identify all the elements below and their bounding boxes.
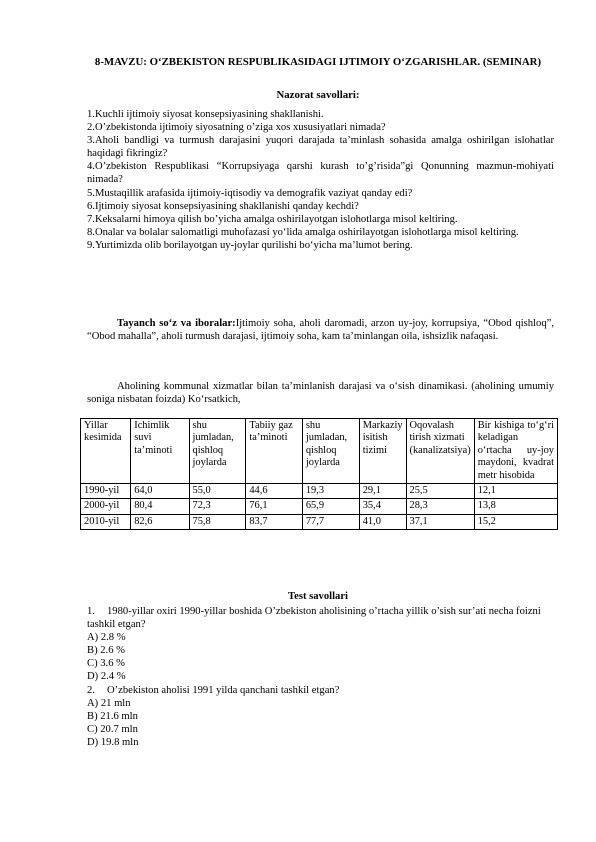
question-item: 3.Aholi bandligi va turmush darajasini yuqori darajada ta’minlash sohasida amalga oshirilgan islohatlar haqidagi fikringiz? — [87, 135, 554, 160]
control-questions-list — [87, 108, 554, 252]
header-cell: Markaziy isitish tizimi — [359, 419, 406, 484]
table-cell: 29,1 — [359, 484, 406, 499]
test-section-title: Test savollari — [288, 591, 348, 602]
test-option: D) 19.8 mln — [87, 736, 139, 748]
keywords-paragraph — [87, 317, 554, 343]
header-cell: Tabiiy gaz ta’minoti — [246, 419, 303, 484]
question-item: 8.Onalar va bolalar salomatligi muhofazasi yo‘lida amalga oshirilayotgan islohotlarga misol keltiring. — [87, 226, 519, 238]
header-cell: shu jumladan, qishloq joylarda — [189, 419, 246, 484]
test-option: B) 2.6 % — [87, 645, 125, 657]
table-cell: 37,1 — [406, 514, 474, 529]
test-question — [87, 684, 554, 697]
test-question — [87, 605, 554, 631]
table-cell: 77,7 — [302, 514, 359, 529]
keywords-label: Tayanch so‘z va iboralar: — [117, 318, 236, 329]
table-cell: 15,2 — [474, 514, 557, 529]
header-cell: Ichimlik suvi ta’minoti — [131, 419, 189, 484]
table-cell: 72,3 — [189, 499, 246, 514]
table-cell: 82,6 — [131, 514, 189, 529]
table-cell: 44,6 — [246, 484, 303, 499]
table-row — [81, 484, 558, 499]
table-cell: 64,0 — [131, 484, 189, 499]
test-option: D) 2.4 % — [87, 671, 126, 683]
test-question-number: 2. — [87, 684, 95, 696]
test-option: A) 2.8 % — [87, 632, 126, 644]
test-questions — [87, 605, 554, 749]
table-cell: 13,8 — [474, 499, 557, 514]
table-cell: 41,0 — [359, 514, 406, 529]
table-cell: 2000-yil — [81, 499, 131, 514]
test-option: A) 21 mln — [87, 697, 131, 709]
test-option: C) 20.7 mln — [87, 723, 138, 735]
table-cell: 1990-yil — [81, 484, 131, 499]
table-row — [81, 499, 558, 514]
table-cell: 55,0 — [189, 484, 246, 499]
question-item: 4.O’zbekiston Respublikasi “Korrupsiyaga qarshi kurash to’g’risida”gi Qonunning mazmun-mohiyati nimada? — [87, 161, 554, 186]
table-cell: 12,1 — [474, 484, 557, 499]
test-question-number: 1. — [87, 606, 95, 617]
table-cell: 76,1 — [246, 499, 303, 514]
question-item: 1.Kuchli ijtimoiy siyosat konsepsiyasining shakllanishi. — [87, 109, 324, 120]
test-question-text: O’zbekiston aholisi 1991 yilda qanchani tashkil etgan? — [107, 684, 340, 696]
table-header-row — [81, 419, 558, 484]
table-cell: 19,3 — [302, 484, 359, 499]
table-cell: 80,4 — [131, 499, 189, 514]
question-item: 5.Mustaqillik arafasida ijtimoiy-iqtisodiy va demografik vaziyat qanday edi? — [87, 187, 413, 199]
question-item: 9.Yurtimizda olib borilayotgan uy-joylar qurilishi bo‘yicha ma’lumot bering. — [87, 239, 413, 251]
table-cell: 25,5 — [406, 484, 474, 499]
table-cell: 2010-yil — [81, 514, 131, 529]
section-subtitle: Nazorat savollari: — [276, 89, 360, 101]
question-item: 6.Ijtimoiy siyosat konsepsiyasining shakllanishi qanday kechdi? — [87, 200, 359, 212]
table-row — [81, 514, 558, 529]
page-title: 8-MAVZU: O‘ZBEKISTON RESPUBLIKASIDAGI IJTIMOIY O‘ZGARISHLAR. (SEMINAR) — [94, 56, 542, 68]
test-option: C) 3.6 % — [87, 658, 125, 670]
utilities-table — [80, 418, 558, 530]
header-cell: Yillar kesimida — [81, 419, 131, 484]
header-cell: Oqovalash tirish xizmati (kanalizatsiya) — [406, 419, 474, 484]
table-cell: 75,8 — [189, 514, 246, 529]
test-option: B) 21.6 mln — [87, 710, 138, 722]
header-cell: Bir kishiga to‘g‘ri keladigan o‘rtacha uy-joy maydoni, kvadrat metr hisobida — [474, 419, 557, 484]
table-cell: 83,7 — [246, 514, 303, 529]
table-cell: 65,9 — [302, 499, 359, 514]
header-cell: shu jumladan, qishloq joylarda — [302, 419, 359, 484]
test-question-text: 1980-yillar oxiri 1990-yillar boshida O’zbekiston aholisining o’rtacha yillik o’sish sur’ati necha foizni tashkil etgan? — [87, 606, 541, 631]
question-item: 2.O’zbekistonda ijtimoiy siyosatning o’ziga xos xususiyatlari nimada? — [87, 122, 386, 134]
table-intro-paragraph: Aholining kommunal xizmatlar bilan ta’minlanish darajasi va o‘sish dinamikasi. (aholining umumiy soniga nisbatan foizda) Ko‘rsatkich, — [87, 381, 554, 406]
keywords-text: Ijtimoiy soha, aholi daromadi, arzon uy-joy, korrupsiya, “Obod qishloq”, “Obod mahalla”, aholi turmush darajasi, ijtimoiy soha, kam ta’minlangan oila, ishsizlik nafaqasi. — [87, 318, 554, 343]
table-cell: 28,3 — [406, 499, 474, 514]
question-item: 7.Keksalarni himoya qilish bo’yicha amalga oshirilayotgan islohotlarga misol keltiring. — [87, 213, 458, 225]
table-cell: 35,4 — [359, 499, 406, 514]
